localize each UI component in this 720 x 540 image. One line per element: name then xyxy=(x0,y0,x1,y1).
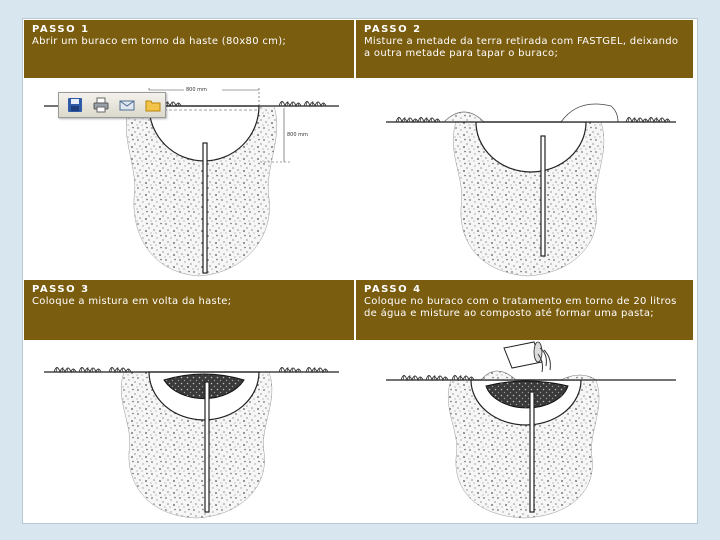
step-header-4 xyxy=(356,280,693,340)
step-text: Coloque no buraco com o tratamento em torno de 20 litros de água e misture ao composto até formar uma pasta; xyxy=(364,296,677,319)
step-panel-2 xyxy=(356,20,693,278)
step-title: PASSO 1 xyxy=(32,24,90,35)
step-header-3 xyxy=(24,280,354,340)
step-text: Abrir um buraco em torno da haste (80x80 cm); xyxy=(32,36,287,47)
step-text: Misture a metade da terra retirada com FASTGEL, deixando a outra metade para tapar o buraco; xyxy=(364,36,679,59)
depth-dimension-label: 800 mm xyxy=(287,132,308,138)
step-title: PASSO 2 xyxy=(364,24,422,35)
save-icon[interactable] xyxy=(65,96,85,114)
step-title: PASSO 3 xyxy=(32,284,90,295)
step-panel-1 xyxy=(24,20,354,278)
water-bucket xyxy=(504,342,550,372)
floating-toolbar xyxy=(58,92,166,118)
folder-icon[interactable] xyxy=(143,96,163,114)
step-illustration-2 xyxy=(356,78,693,278)
step-header-2 xyxy=(356,20,693,78)
step-title: PASSO 4 xyxy=(364,284,422,295)
email-icon[interactable] xyxy=(117,96,137,114)
step-panel-3 xyxy=(24,280,354,520)
step-panel-4 xyxy=(356,280,693,520)
step-text: Coloque a mistura em volta da haste; xyxy=(32,296,232,307)
step-illustration-3 xyxy=(24,340,354,520)
step-illustration-4 xyxy=(356,340,693,520)
print-icon[interactable] xyxy=(91,96,111,114)
step-header-1 xyxy=(24,20,354,78)
width-dimension-label: 800 mm xyxy=(186,87,207,93)
